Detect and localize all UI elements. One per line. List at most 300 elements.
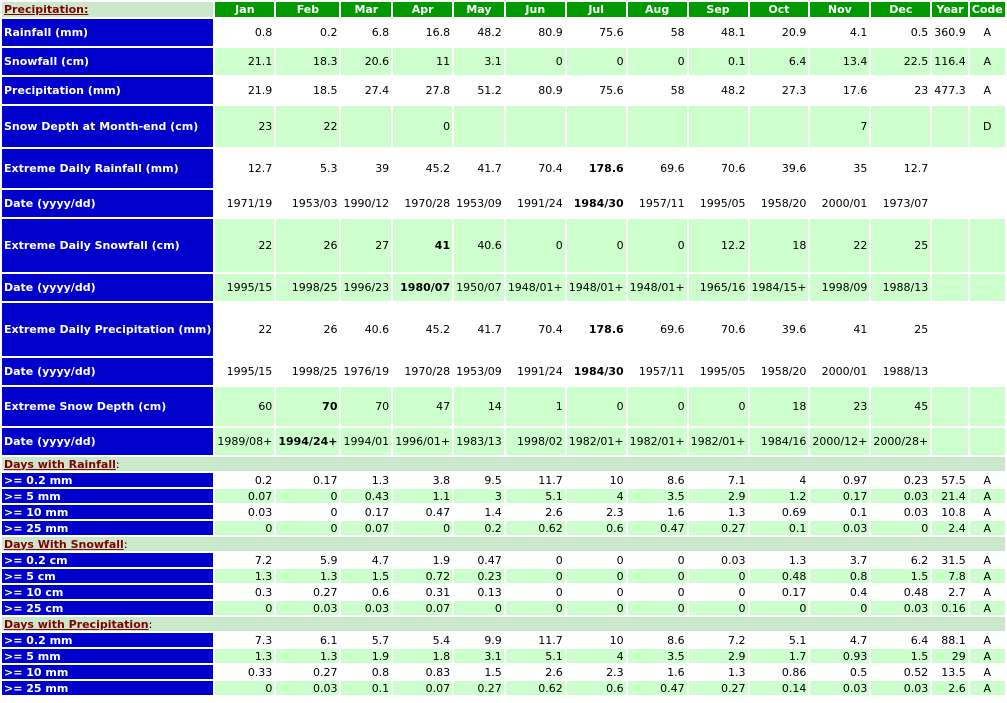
month-value: 0.03	[215, 505, 274, 519]
table-row	[2, 358, 1005, 385]
month-value: 6.4	[871, 633, 930, 647]
year-value: 88.1	[932, 633, 968, 647]
table-body	[2, 19, 1005, 695]
year-value: 7.8	[932, 569, 968, 583]
year-value	[932, 274, 968, 301]
month-value: 0.47	[454, 553, 504, 567]
precipitation-link[interactable]: Precipitation	[4, 3, 84, 16]
month-value: 47	[393, 387, 452, 426]
corner-cell	[2, 2, 213, 17]
month-value: 0	[750, 601, 809, 615]
month-value: 41	[393, 219, 452, 272]
month-value: 27.8	[393, 77, 452, 104]
row-label: Date (yyyy/dd)	[2, 428, 213, 455]
month-value: 23	[215, 106, 274, 147]
month-value: 21.1	[215, 48, 274, 75]
month-value: 0.3	[215, 585, 274, 599]
year-value	[932, 106, 968, 147]
month-value: 0.13	[454, 585, 504, 599]
month-value: 75.6	[567, 77, 626, 104]
code-value	[970, 190, 1005, 217]
month-value: 178.6	[567, 149, 626, 188]
month-value: 1998/25	[276, 358, 339, 385]
table-row	[2, 19, 1005, 46]
month-value: 0	[628, 601, 687, 615]
month-value	[750, 106, 809, 147]
month-value: 0	[567, 601, 626, 615]
code-value: A	[970, 633, 1005, 647]
month-value: 0.23	[454, 569, 504, 583]
month-value: 1995/05	[689, 358, 748, 385]
month-value: 2.3	[567, 665, 626, 679]
month-header: Apr	[393, 2, 452, 17]
code-value: A	[970, 77, 1005, 104]
month-value: 0.2	[276, 19, 339, 46]
month-value: 0	[215, 521, 274, 535]
month-value: 0	[567, 585, 626, 599]
year-value: 31.5	[932, 553, 968, 567]
month-value: 1.6	[628, 665, 687, 679]
table-row	[2, 473, 1005, 487]
month-value: 80.9	[506, 77, 565, 104]
year-value: 29	[932, 649, 968, 663]
month-value: 0.1	[689, 48, 748, 75]
month-value: 9.5	[454, 473, 504, 487]
month-value: 0	[276, 505, 339, 519]
month-value: 80.9	[506, 19, 565, 46]
month-value: 0.03	[871, 489, 930, 503]
month-value: 58	[628, 19, 687, 46]
month-value: 0	[628, 553, 687, 567]
month-value: 1.7	[750, 649, 809, 663]
month-value: 2.6	[506, 505, 565, 519]
month-value: 0.43	[341, 489, 391, 503]
month-value: 1.3	[276, 649, 339, 663]
month-value	[454, 106, 504, 147]
month-value: 0	[215, 681, 274, 695]
month-value: 41.7	[454, 303, 504, 356]
month-value: 70.6	[689, 149, 748, 188]
month-value: 11	[393, 48, 452, 75]
year-value	[932, 358, 968, 385]
code-value	[970, 387, 1005, 426]
row-label: >= 25 mm	[2, 681, 213, 695]
month-value: 2000/01	[810, 190, 869, 217]
month-value: 1970/28	[393, 190, 452, 217]
code-value: A	[970, 489, 1005, 503]
month-value: 1	[506, 387, 565, 426]
month-value: 1.3	[341, 473, 391, 487]
code-value: A	[970, 569, 1005, 583]
month-value: 69.6	[628, 149, 687, 188]
year-value: 116.4	[932, 48, 968, 75]
month-value: 0.52	[871, 665, 930, 679]
month-value: 1991/24	[506, 190, 565, 217]
month-value: 0.62	[506, 681, 565, 695]
month-value: 1998/25	[276, 274, 339, 301]
month-value: 1957/11	[628, 358, 687, 385]
month-value: 4.7	[341, 553, 391, 567]
code-value	[970, 358, 1005, 385]
month-value: 0.4	[810, 585, 869, 599]
month-value: 22	[276, 106, 339, 147]
month-value: 26	[276, 219, 339, 272]
month-value: 23	[871, 77, 930, 104]
month-value: 12.7	[871, 149, 930, 188]
month-value: 0.33	[215, 665, 274, 679]
month-value: 0.2	[215, 473, 274, 487]
month-value: 27.4	[341, 77, 391, 104]
section-header-row	[2, 457, 1005, 471]
month-value: 6.2	[871, 553, 930, 567]
month-value: 8.6	[628, 473, 687, 487]
month-value: 20.9	[750, 19, 809, 46]
month-value: 1.3	[689, 665, 748, 679]
month-value: 11.7	[506, 633, 565, 647]
section-title-suffix: :	[123, 537, 128, 551]
month-value: 0.14	[750, 681, 809, 695]
month-value: 45.2	[393, 303, 452, 356]
month-value: 11.7	[506, 473, 565, 487]
month-value: 1965/16	[689, 274, 748, 301]
month-value: 0.48	[750, 569, 809, 583]
month-value: 4	[750, 473, 809, 487]
month-value: 0.6	[341, 585, 391, 599]
row-label: >= 5 mm	[2, 489, 213, 503]
row-label: >= 5 cm	[2, 569, 213, 583]
month-value: 2000/12+	[810, 428, 869, 455]
month-value: 1998/09	[810, 274, 869, 301]
month-value: 22	[215, 303, 274, 356]
header-row	[2, 2, 1005, 17]
month-value: 0	[689, 585, 748, 599]
row-label: Extreme Snow Depth (cm)	[2, 387, 213, 426]
month-value: 10	[567, 473, 626, 487]
table-row	[2, 649, 1005, 663]
month-value: 0.69	[750, 505, 809, 519]
month-value: 3.5	[628, 649, 687, 663]
row-label: Precipitation (mm)	[2, 77, 213, 104]
year-value	[932, 190, 968, 217]
month-value: 1.5	[871, 649, 930, 663]
month-header: Aug	[628, 2, 687, 17]
code-value: A	[970, 48, 1005, 75]
month-value: 1970/28	[393, 358, 452, 385]
month-value: 22.5	[871, 48, 930, 75]
month-value: 0	[567, 48, 626, 75]
month-value: 0.1	[341, 681, 391, 695]
month-value: 0	[276, 489, 339, 503]
code-value	[970, 428, 1005, 455]
section-header-row	[2, 617, 1005, 631]
month-value: 1988/13	[871, 358, 930, 385]
month-value: 0.03	[871, 505, 930, 519]
month-value: 0	[628, 387, 687, 426]
month-value: 70	[341, 387, 391, 426]
month-value: 1.4	[454, 505, 504, 519]
month-value	[871, 106, 930, 147]
month-value: 4	[567, 649, 626, 663]
month-value: 0.27	[276, 585, 339, 599]
month-value: 0.03	[689, 553, 748, 567]
month-value: 0.07	[393, 601, 452, 615]
row-label: >= 0.2 mm	[2, 633, 213, 647]
month-value: 0.97	[810, 473, 869, 487]
year-value: 477.3	[932, 77, 968, 104]
month-value: 0	[628, 585, 687, 599]
row-label: Extreme Daily Precipitation (mm)	[2, 303, 213, 356]
month-value: 0.03	[871, 681, 930, 695]
month-value: 1953/09	[454, 358, 504, 385]
month-value: 1971/19	[215, 190, 274, 217]
table-row	[2, 77, 1005, 104]
month-value: 1948/01+	[628, 274, 687, 301]
month-value: 39.6	[750, 303, 809, 356]
month-value: 35	[810, 149, 869, 188]
month-value: 0.17	[750, 585, 809, 599]
month-value: 1996/01+	[393, 428, 452, 455]
year-value: 360.9	[932, 19, 968, 46]
month-value: 0	[454, 601, 504, 615]
month-value: 1991/24	[506, 358, 565, 385]
month-value: 1980/07	[393, 274, 452, 301]
month-header: Oct	[750, 2, 809, 17]
month-value: 1982/01+	[628, 428, 687, 455]
month-value: 75.6	[567, 19, 626, 46]
month-value: 70.4	[506, 149, 565, 188]
month-value: 0.83	[393, 665, 452, 679]
month-value: 41	[810, 303, 869, 356]
month-value: 6.4	[750, 48, 809, 75]
code-value: A	[970, 521, 1005, 535]
year-header: Year	[932, 2, 968, 17]
month-value: 0.47	[393, 505, 452, 519]
month-value: 1958/20	[750, 358, 809, 385]
month-value: 0.03	[276, 681, 339, 695]
section-header	[2, 537, 1005, 551]
row-label: Snowfall (cm)	[2, 48, 213, 75]
row-label: Extreme Daily Snowfall (cm)	[2, 219, 213, 272]
month-value	[567, 106, 626, 147]
month-value: 1.5	[871, 569, 930, 583]
month-value: 18.5	[276, 77, 339, 104]
section-title-link[interactable]: Days With Snowfall	[4, 537, 124, 551]
month-value: 70.4	[506, 303, 565, 356]
month-value: 1973/07	[871, 190, 930, 217]
month-value: 0.5	[810, 665, 869, 679]
month-value: 1950/07	[454, 274, 504, 301]
month-value: 0	[276, 521, 339, 535]
month-value: 1982/01+	[567, 428, 626, 455]
row-label: >= 10 cm	[2, 585, 213, 599]
table-row	[2, 219, 1005, 272]
table-row	[2, 303, 1005, 356]
month-value: 0	[567, 553, 626, 567]
month-value: 17.6	[810, 77, 869, 104]
month-value: 20.6	[341, 48, 391, 75]
month-value: 0	[506, 553, 565, 567]
section-title-link[interactable]: Days with Precipitation	[4, 617, 149, 631]
row-label: >= 25 cm	[2, 601, 213, 615]
year-value	[932, 149, 968, 188]
month-value: 13.4	[810, 48, 869, 75]
table-row	[2, 569, 1005, 583]
table-row	[2, 681, 1005, 695]
code-value: A	[970, 665, 1005, 679]
month-value: 0.93	[810, 649, 869, 663]
month-value: 18	[750, 387, 809, 426]
table-row	[2, 149, 1005, 188]
month-value: 1.3	[750, 553, 809, 567]
month-value: 39.6	[750, 149, 809, 188]
month-value: 5.1	[506, 649, 565, 663]
month-value: 1.3	[689, 505, 748, 519]
month-value: 2000/28+	[871, 428, 930, 455]
month-value: 0	[567, 387, 626, 426]
month-value: 26	[276, 303, 339, 356]
month-value: 21.9	[215, 77, 274, 104]
row-label: >= 10 mm	[2, 505, 213, 519]
month-value: 1.8	[393, 649, 452, 663]
month-value: 1.1	[393, 489, 452, 503]
month-value: 0	[689, 601, 748, 615]
row-label: Snow Depth at Month-end (cm)	[2, 106, 213, 147]
month-value: 51.2	[454, 77, 504, 104]
section-title-link[interactable]: Days with Rainfall	[4, 457, 116, 471]
month-value: 1.5	[341, 569, 391, 583]
month-value: 7	[810, 106, 869, 147]
row-label: >= 0.2 mm	[2, 473, 213, 487]
month-value: 0.8	[341, 665, 391, 679]
month-value: 0	[506, 601, 565, 615]
row-label: Extreme Daily Rainfall (mm)	[2, 149, 213, 188]
month-value: 0.8	[810, 569, 869, 583]
month-value: 1976/19	[341, 358, 391, 385]
month-value: 3.5	[628, 489, 687, 503]
month-value: 0.48	[871, 585, 930, 599]
row-label: Date (yyyy/dd)	[2, 190, 213, 217]
month-value: 4.1	[810, 19, 869, 46]
month-value: 1.2	[750, 489, 809, 503]
month-value: 1983/13	[454, 428, 504, 455]
month-value: 0.17	[276, 473, 339, 487]
month-value: 1988/13	[871, 274, 930, 301]
month-value: 4.7	[810, 633, 869, 647]
code-value: A	[970, 601, 1005, 615]
month-value: 0.03	[276, 601, 339, 615]
table-row	[2, 48, 1005, 75]
month-value: 0.8	[215, 19, 274, 46]
month-value: 0.62	[506, 521, 565, 535]
month-value: 0.31	[393, 585, 452, 599]
year-value: 2.7	[932, 585, 968, 599]
month-value: 1948/01+	[567, 274, 626, 301]
month-value: 1.5	[454, 665, 504, 679]
month-value: 1958/20	[750, 190, 809, 217]
month-value: 39	[341, 149, 391, 188]
month-value: 0.27	[689, 521, 748, 535]
table-row	[2, 274, 1005, 301]
month-value: 1995/05	[689, 190, 748, 217]
month-value: 27.3	[750, 77, 809, 104]
year-value	[932, 428, 968, 455]
month-value: 0.17	[810, 489, 869, 503]
code-value: A	[970, 585, 1005, 599]
month-value: 1948/01+	[506, 274, 565, 301]
month-value: 0.6	[567, 681, 626, 695]
month-value: 0	[810, 601, 869, 615]
month-value: 45.2	[393, 149, 452, 188]
month-value: 0.03	[871, 601, 930, 615]
table-row	[2, 553, 1005, 567]
month-value: 0.1	[810, 505, 869, 519]
month-value: 1984/15+	[750, 274, 809, 301]
month-value: 0.27	[276, 665, 339, 679]
month-value: 0	[506, 569, 565, 583]
row-label: >= 0.2 cm	[2, 553, 213, 567]
month-value: 0.47	[628, 521, 687, 535]
month-value: 0	[393, 106, 452, 147]
year-value: 2.6	[932, 681, 968, 695]
month-value: 0	[871, 521, 930, 535]
section-title-suffix: :	[148, 617, 153, 631]
month-value: 0.03	[810, 521, 869, 535]
month-value: 69.6	[628, 303, 687, 356]
year-value: 0.16	[932, 601, 968, 615]
table-row	[2, 665, 1005, 679]
month-value: 9.9	[454, 633, 504, 647]
code-header: Code	[971, 3, 1003, 16]
month-value: 2000/01	[810, 358, 869, 385]
table-row	[2, 190, 1005, 217]
month-value: 0.1	[750, 521, 809, 535]
month-value: 48.2	[454, 19, 504, 46]
row-label: Date (yyyy/dd)	[2, 274, 213, 301]
month-value: 0	[628, 219, 687, 272]
month-value: 18	[750, 219, 809, 272]
month-value: 1.6	[628, 505, 687, 519]
row-label: >= 5 mm	[2, 649, 213, 663]
year-value	[932, 219, 968, 272]
year-value	[932, 303, 968, 356]
month-value: 1982/01+	[689, 428, 748, 455]
row-label: Date (yyyy/dd)	[2, 358, 213, 385]
month-value: 0	[689, 387, 748, 426]
month-value: 18.3	[276, 48, 339, 75]
year-value: 21.4	[932, 489, 968, 503]
month-value: 40.6	[341, 303, 391, 356]
month-value: 0.07	[215, 489, 274, 503]
month-value: 0	[689, 569, 748, 583]
code-value: A	[970, 473, 1005, 487]
year-value	[932, 387, 968, 426]
table-row	[2, 633, 1005, 647]
month-value: 4	[567, 489, 626, 503]
month-value: 12.2	[689, 219, 748, 272]
month-value: 48.2	[689, 77, 748, 104]
table-row	[2, 106, 1005, 147]
month-value: 1984/16	[750, 428, 809, 455]
month-value: 3.1	[454, 649, 504, 663]
month-value: 5.9	[276, 553, 339, 567]
code-value	[970, 219, 1005, 272]
month-value: 1998/02	[506, 428, 565, 455]
month-value: 3	[454, 489, 504, 503]
table-row	[2, 428, 1005, 455]
month-header: Jul	[567, 2, 626, 17]
month-value: 12.7	[215, 149, 274, 188]
month-value: 5.7	[341, 633, 391, 647]
